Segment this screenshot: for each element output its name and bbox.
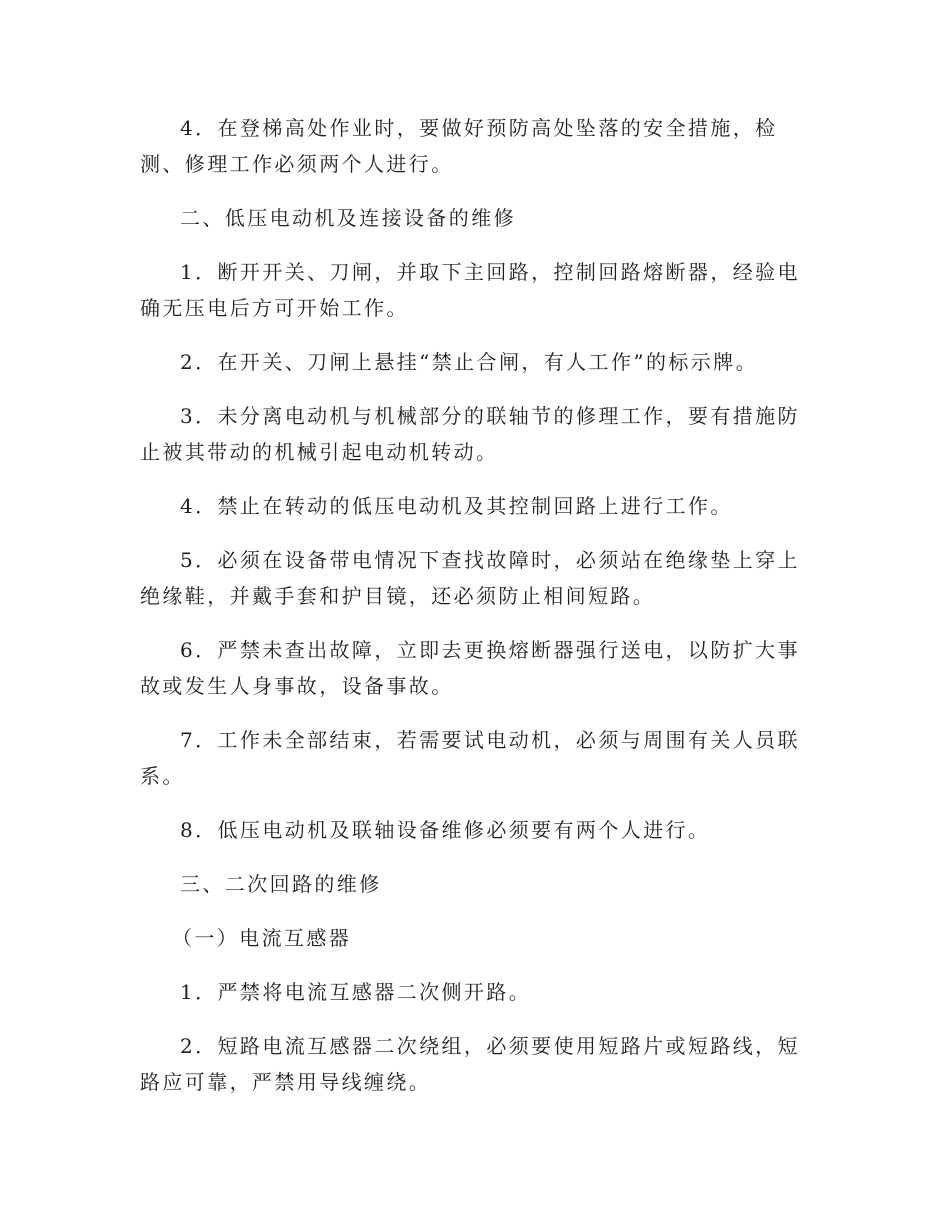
paragraph-item-7-test-motor: 7．工作未全部结束，若需要试电动机，必须与周围有关人员联系。 xyxy=(140,728,800,788)
document-body xyxy=(140,110,816,1118)
section-heading-secondary-circuit: 三、二次回路的维修 xyxy=(180,872,382,896)
paragraph-item-1-disconnect: 1．断开开关、刀闸，并取下主回路，控制回路熔断器，经验电确无压电后方可开始工作。 xyxy=(140,260,800,320)
subsection-heading-current-transformer: （一）电流互感器 xyxy=(172,926,352,950)
paragraph-item-4-climbing-safety: 4．在登梯高处作业时，要做好预防高处坠落的安全措施，检测、修理工作必须两个人进行。 xyxy=(140,116,778,176)
paragraph-item-8-two-persons: 8．低压电动机及联轴设备维修必须要有两个人进行。 xyxy=(180,818,711,842)
paragraph-item-3-coupling: 3．未分离电动机与机械部分的联轴节的修理工作，要有措施防止被其带动的机械引起电动机转动。 xyxy=(140,404,800,464)
paragraph-item-1-no-open-circuit: 1．严禁将电流互感器二次侧开路。 xyxy=(180,980,532,1004)
paragraph-item-2-warning-sign: 2．在开关、刀闸上悬挂“禁止合闸，有人工作”的标示牌。 xyxy=(180,350,758,374)
paragraph-item-2-short-circuit: 2．短路电流互感器二次绕组，必须要使用短路片或短路线，短路应可靠，严禁用导线缠绕。 xyxy=(140,1034,800,1094)
paragraph-item-5-live-fault-finding: 5．必须在设备带电情况下查找故障时，必须站在绝缘垫上穿上绝缘鞋，并戴手套和护目镜，还必须防止相间短路。 xyxy=(140,548,800,608)
paragraph-item-4-no-rotating-work: 4．禁止在转动的低压电动机及其控制回路上进行工作。 xyxy=(180,494,733,518)
paragraph-item-6-no-forced-power: 6．严禁未查出故障，立即去更换熔断器强行送电，以防扩大事故或发生人身事故，设备事故。 xyxy=(140,638,800,698)
section-heading-low-voltage-motor: 二、低压电动机及连接设备的维修 xyxy=(180,206,516,230)
